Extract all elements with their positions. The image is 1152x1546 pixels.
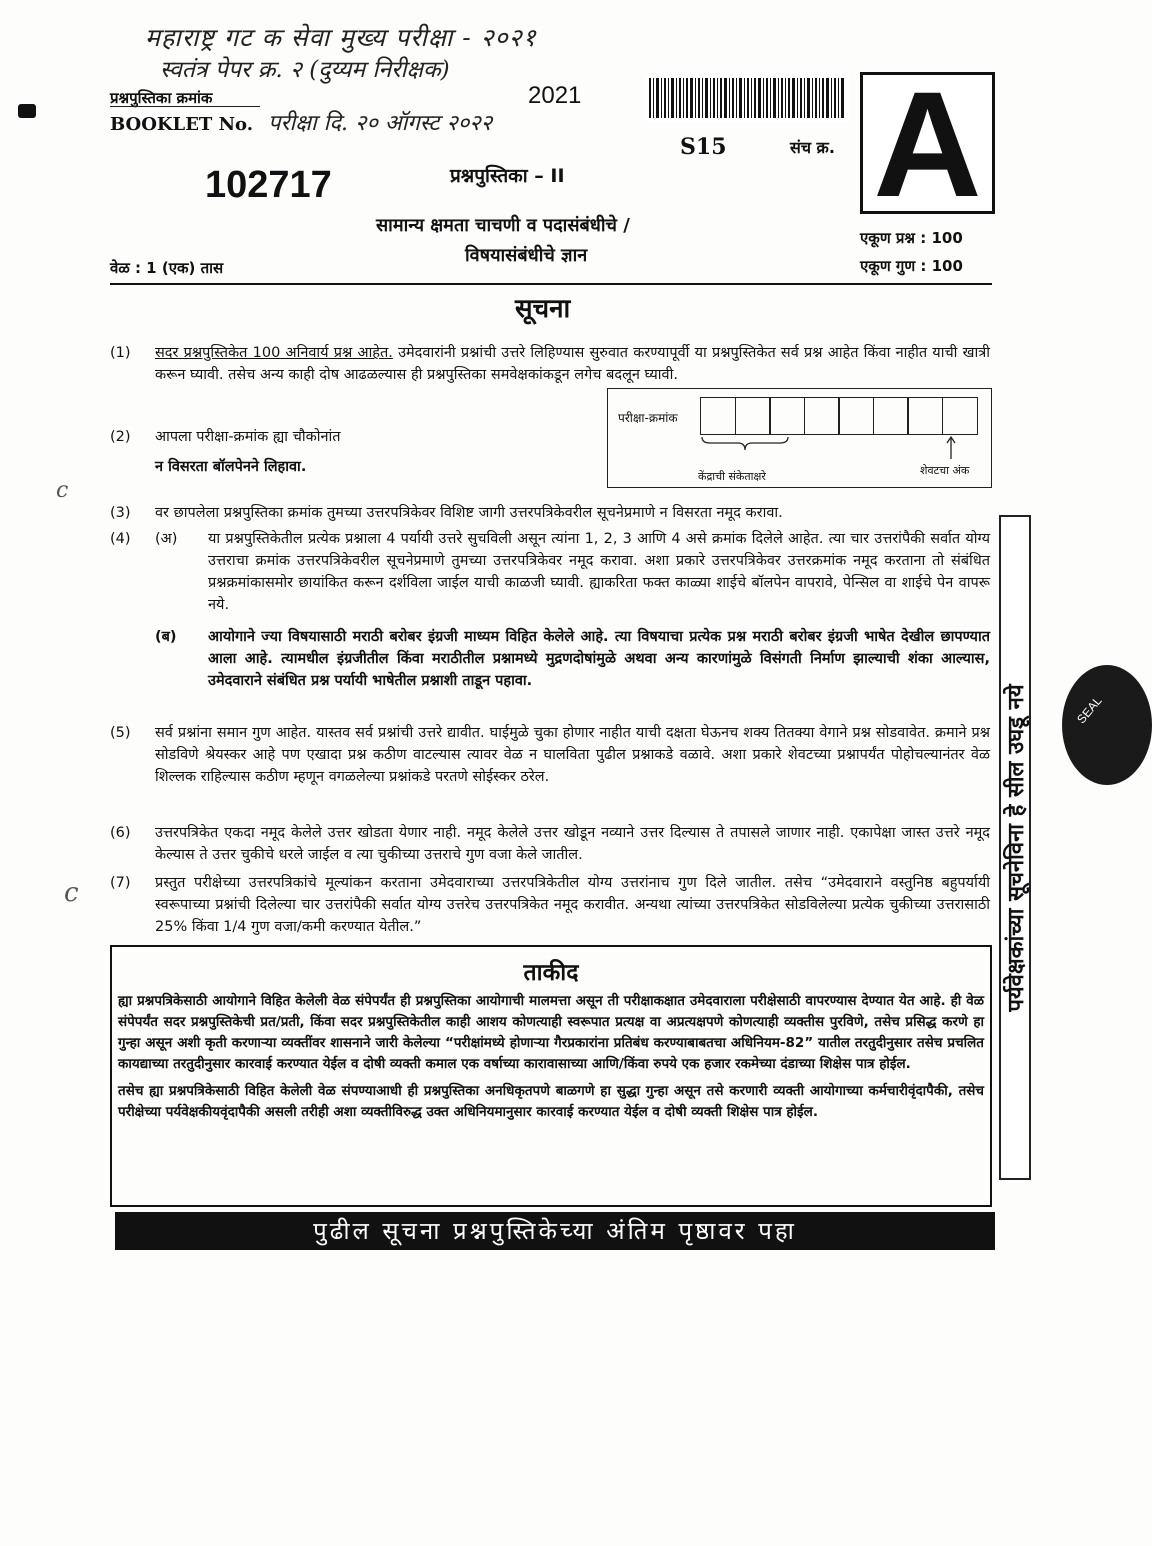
instructions-heading: सूचना: [515, 294, 571, 324]
handwritten-paper-name: स्वतंत्र पेपर क्र. २ (दुय्यम निरीक्षक): [160, 57, 450, 83]
arrow-up-icon: [945, 435, 957, 459]
seal-strip-text: पर्यवेक्षकांच्या सूचनेविना हे सील उघडू नये: [1004, 683, 1029, 1012]
instruction-7-text: प्रस्तुत परीक्षेच्या उत्तरपत्रिकांचे मूल्यांकन करताना उमेदवाराच्या उत्तरपत्रिकेतील योग्य उत्तरांनाच गुण दिले जातील. तसेच “उमेदवाराने वस्तुनिष्ठ बहुपर्यायी स्वरूपाच्या प्रश्नांची दिलेल्या चार उत्तरांपैकी सर्वात योग्य उत्तरेच उत्तरपत्रिकेत नमूद करावीत. अन्यथा त्यांच्या उत्तरपत्रिकेत सोडविलेल्या प्रत्येक चुकीच्या उत्तरासाठी 25% किंवा 1/4 गुण वजा/कमी करण्यात येतील.”: [155, 875, 990, 935]
roll-digit-box[interactable]: [804, 397, 840, 435]
instruction-4b-text: आयोगाने ज्या विषयासाठी मराठी बरोबर इंग्रजी माध्यम विहित केलेले आहे. त्या विषयाचा प्रत्येक प्रश्न मराठी बरोबर इंग्रजी भाषेत देखील छापण्यात आला आहे. त्यामधील इंग्रजीतील किंवा मराठीतील प्रश्नामध्ये मुद्रणदोषांमुळे अथवा अन्य कारणांमुळे विसंगती निर्माण झाल्याची शंका आल्यास, उमेदवाराने संबंधित प्रश्न पर्यायी भाषेतील प्रश्नाशी ताडून पहावा.: [208, 629, 990, 689]
roll-digit-box[interactable]: [735, 397, 771, 435]
booklet-title: प्रश्नपुस्तिका – II: [450, 165, 565, 187]
margin-scribble: c: [56, 478, 69, 503]
instruction-1-emphasis: सदर प्रश्नपुस्तिकेत 100 अनिवार्य प्रश्न आहेत.: [155, 345, 393, 361]
roll-center-label: केंद्राची संकेताक्षरे: [698, 470, 766, 483]
booklet-number: 102717: [205, 164, 332, 206]
header-divider: [110, 283, 992, 285]
instruction-6-number: (6): [110, 825, 131, 841]
margin-mark: [18, 104, 36, 118]
roll-digit-box[interactable]: [907, 397, 943, 435]
handwritten-exam-name: महाराष्ट्र गट क सेवा मुख्य परीक्षा - २०२१: [145, 23, 537, 52]
instruction-3-number: (3): [110, 505, 131, 521]
instruction-4a-label: (अ): [155, 531, 178, 547]
time-label: वेळ : 1 (एक) तास: [110, 259, 224, 277]
instruction-6-text: उत्तरपत्रिकेत एकदा नमूद केलेले उत्तर खोडता येणार नाही. नमूद केलेले उत्तर खोडून नव्याने उत्तर दिल्यास ते तपासले जाणार नाही. एकापेक्षा जास्त उत्तरे नमूद केल्यास ते उत्तर चुकीचे धरले जाईल व त्या चुकीच्या उत्तराचे गुण वजा केले जातील.: [155, 825, 990, 863]
set-label: संच क्र.: [790, 138, 835, 157]
booklet-label-marathi: प्रश्नपुस्तिका क्रमांक: [110, 89, 213, 107]
instruction-2-number: (2): [110, 429, 131, 445]
instruction-2-line-1: आपला परीक्षा-क्रमांक ह्या चौकोनांत: [155, 429, 341, 445]
roll-digit-box[interactable]: [942, 397, 978, 435]
seal-badge-icon: [1062, 665, 1152, 785]
warning-paragraph-1: ह्या प्रश्नपत्रिकेसाठी आयोगाने विहित केलेली वेळ संपेपर्यंत ही प्रश्नपुस्तिका आयोगाची मालमत्ता असून ती परीक्षाकक्षात उमेदवाराला परीक्षेसाठी वापरण्यास देण्यात येत आहे. ही वेळ संपेपर्यंत सदर प्रश्नपुस्तिकेची प्रत/प्रती, किंवा सदर प्रश्नपुस्तिकेतील काही आशय कोणत्याही स्वरूपात प्रत्यक्ष वा अप्रत्यक्षपणे कोणत्याही व्यक्तीस पुरविणे, तसेच प्रसिद्ध करणे हा गुन्हा असून अशी कृती करणाऱ्या व्यक्तींवर शासनाने जारी केलेल्या “परीक्षांमध्ये होणाऱ्या गैरप्रकारांना प्रतिबंध करण्याबाबतचा अधिनियम-82” यातील तरतुदीनुसार तसेच प्रचलित कायद्याच्या तरतुदीनुसार कारवाई करण्यात येईल व दोषी व्यक्ती कमाल एक वर्षाच्या कारावासाच्या आणि/किंवा रुपये एक हजार रकमेच्या दंडाच्या शिक्षेस पात्र होईल.: [118, 993, 984, 1072]
instruction-5-text: सर्व प्रश्नांना समान गुण आहेत. यास्तव सर्व प्रश्नांची उत्तरे द्यावीत. घाईमुळे चुका होणार नाहीत याची दक्षता घेऊनच शक्य तितक्या वेगाने प्रश्न सोडवावेत. क्रमाने प्रश्न सोडविणे श्रेयस्कर आहे पण एखादा प्रश्न कठीण वाटल्यास त्यावर वेळ न घालविता पुढील प्रश्नाकडे वळावे. अशा प्रकारे शेवटच्या प्रश्नापर्यंत पोहोचल्यानंतर वेळ शिल्लक राहिल्यास कठीण म्हणून वगळलेल्या प्रश्नांकडे परतणे सोईस्कर ठरेल.: [155, 725, 990, 785]
booklet-label-english: BOOKLET No.: [110, 114, 253, 135]
set-letter-box: [860, 60, 995, 228]
warning-heading: ताकीद: [523, 960, 579, 986]
instruction-7: [110, 872, 990, 942]
booklet-label-underline: [110, 106, 260, 107]
warning-box: [110, 945, 992, 1207]
set-letter: A: [873, 60, 982, 228]
instruction-4b: [110, 626, 990, 718]
instruction-5: [110, 722, 990, 814]
total-marks: एकूण गुण : 100: [860, 257, 963, 275]
roll-digit-box[interactable]: [873, 397, 909, 435]
footer-banner: [115, 1212, 995, 1250]
instruction-4-number: (4): [110, 531, 131, 547]
roll-digit-box[interactable]: [838, 397, 874, 435]
roll-number-panel: [607, 388, 992, 488]
series-code: S15: [680, 134, 727, 160]
instruction-3: [110, 502, 990, 526]
year-text: 2021: [528, 82, 582, 109]
warning-paragraph-2: तसेच ह्या प्रश्नपत्रिकेसाठी विहित केलेली वेळ संपण्याआधी ही प्रश्नपुस्तिका अनधिकृतपणे बाळगणे हा सुद्धा गुन्हा असून तसे करणारी व्यक्ती आयोगाच्या कर्मचारीवृंदापैकी, तसेच परीक्षेच्या पर्यवेक्षकीयवृंदापैकी असली तरीही अशा व्यक्तीविरुद्ध उक्त अधिनियमानुसार कारवाई करण्यात येईल व दोषी व्यक्ती शिक्षेस पात्र होईल.: [118, 1083, 984, 1120]
instruction-5-number: (5): [110, 725, 131, 741]
seal-badge-text: SEAL: [1074, 693, 1105, 727]
instruction-1-number: (1): [110, 345, 131, 361]
instruction-2: [110, 426, 590, 476]
instruction-4b-label: (ब): [155, 629, 177, 645]
total-questions: एकूण प्रश्न : 100: [860, 229, 963, 247]
roll-number-label: परीक्षा-क्रमांक: [618, 411, 678, 425]
seal-strip: [999, 515, 1031, 1180]
margin-scribble: c: [64, 878, 79, 908]
barcode-icon: [645, 76, 850, 122]
subject-line-2: विषयासंबंधीचे ज्ञान: [465, 245, 588, 266]
instruction-1-text: उमेदवारांनी प्रश्नांची उत्तरे लिहिण्यास सुरुवात करण्यापूर्वी या प्रश्नपुस्तिकेत सर्व प्रश्न आहेत किंवा नाहीत याची खात्री करून घ्यावी. तसेच अन्य काही दोष आढळल्यास ही प्रश्नपुस्तिका समवेक्षकांकडून लगेच बदलून घ्यावी.: [155, 345, 990, 383]
roll-number-boxes[interactable]: [700, 397, 978, 435]
instruction-3-text: वर छापलेला प्रश्नपुस्तिका क्रमांक तुमच्या उत्तरपत्रिकेवर विशिष्ट जागी उत्तरपत्रिकेवरील सूचनेप्रमाणे न विसरता नमूद करावा.: [155, 505, 783, 521]
roll-digit-box[interactable]: [769, 397, 805, 435]
instruction-4a: [110, 528, 990, 620]
handwritten-exam-date: परीक्षा दि. २० ऑगस्ट २०२२: [268, 111, 493, 136]
footer-banner-text: पुढील सूचना प्रश्नपुस्तिकेच्या अंतिम पृष्ठावर पहा: [313, 1217, 797, 1245]
roll-last-digit-label: शेवटचा अंक: [920, 464, 970, 477]
instruction-2-line-2: न विसरता बॉलपेनने लिहावा.: [155, 459, 307, 475]
roll-digit-box[interactable]: [700, 397, 736, 435]
subject-line-1: सामान्य क्षमता चाचणी व पदासंबंधीचे /: [376, 215, 630, 236]
instruction-4a-text: या प्रश्नपुस्तिकेतील प्रत्येक प्रश्नाला 4 पर्यायी उत्तरे सुचविली असून त्यांना 1, 2, 3 आणि 4 असे क्रमांक दिलेले आहेत. त्या चार उत्तरांपैकी सर्वात योग्य उत्तराचा क्रमांक उत्तरपत्रिकेवरील सूचनेप्रमाणे तुमच्या उत्तरपत्रिकेवर नमूद करावा. अशा प्रकारे उत्तरपत्रिकेवर उत्तरक्रमांक नमूद करताना तो संबंधित प्रश्नक्रमांकासमोर छायांकित करून दर्शविला जाईल याची काळजी घ्यावी. ह्याकरिता फक्त काळ्या शाईचे बॉलपेन वापरावे, पेन्सिल वा शाईचे पेन वापरू नये.: [208, 531, 990, 613]
instruction-7-number: (7): [110, 875, 131, 891]
brace-icon: [700, 435, 790, 455]
instruction-6: [110, 822, 990, 868]
